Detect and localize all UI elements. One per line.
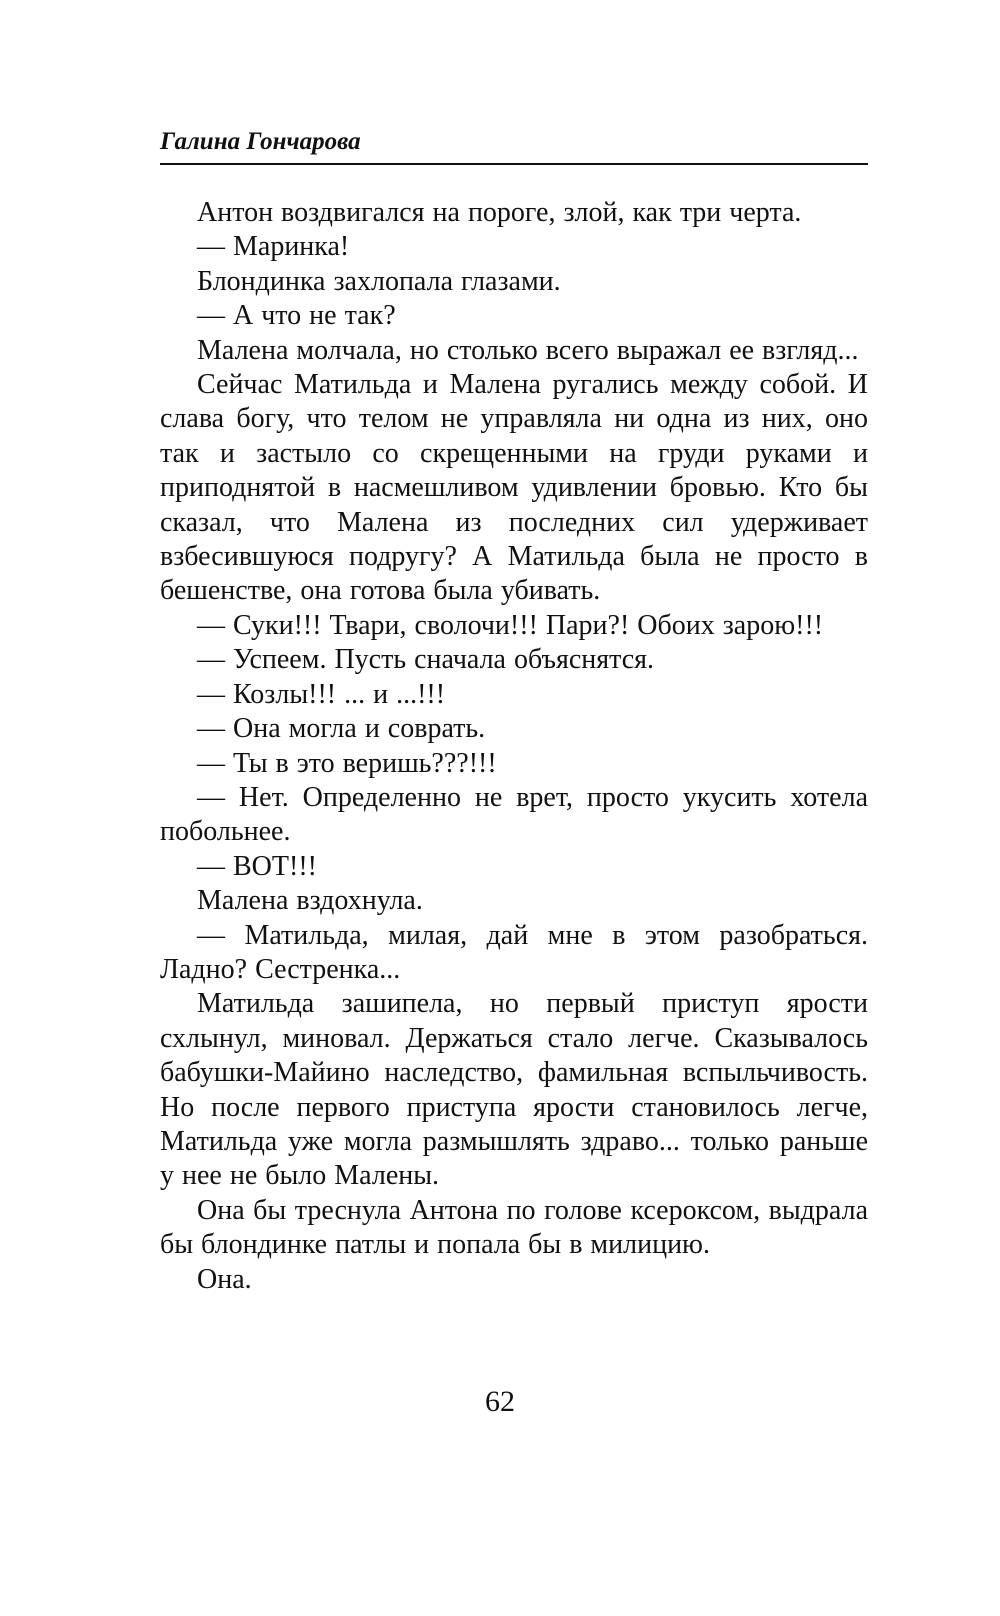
- header-rule: [160, 163, 868, 165]
- paragraph: — Маринка!: [197, 231, 350, 263]
- paragraph: Матильда зашипела, но первый приступ ярости схлынул, миновал. Держаться стало легче. Сказывалось бабушки-Майино наследство, фамильная вспыльчивость. Но после первого приступа ярости становилось легче, Матильда уже могла размышлять здраво... только раньше у нее не было Малены.: [160, 988, 868, 1192]
- paragraph: Она бы треснула Антона по голове ксероксом, выдрала бы блондинке патлы и попала бы в милицию.: [160, 1194, 868, 1261]
- paragraph: — Ты в это веришь???!!!: [197, 747, 497, 779]
- paragraph: Она.: [197, 1263, 252, 1295]
- paragraph: Малена молчала, но столько всего выражал ее взгляд...: [197, 334, 859, 366]
- paragraph: — Матильда, милая, дай мне в этом разобраться. Ладно? Сестренка...: [160, 919, 868, 985]
- paragraph: — Козлы!!! ... и ...!!!: [197, 678, 446, 710]
- paragraph: — Нет. Определенно не врет, просто укусить хотела побольнее.: [160, 781, 868, 848]
- paragraph: — Успеем. Пусть сначала объяснятся.: [197, 644, 655, 676]
- paragraph: — Суки!!! Твари, сволочи!!! Пари?! Обоих зарою!!!: [197, 609, 824, 641]
- paragraph: Сейчас Матильда и Малена ругались между собой. И слава богу, что телом не управляла ни одна из них, оно так и застыло со скрещенными на груди руками и приподнятой в насмешливом удивлении бровью. Кто бы сказал, что Малена из последних сил удерживает взбесившуюся подругу? А Матильда была не просто в бешенстве, она готова была убивать.: [160, 369, 868, 607]
- paragraph: Блондинка захлопала глазами.: [197, 265, 561, 297]
- page-number: 62: [485, 1385, 515, 1418]
- paragraph: — А что не так?: [197, 300, 396, 332]
- running-head-author: Галина Гончарова: [160, 128, 361, 155]
- paragraph: — Она могла и соврать.: [197, 713, 486, 745]
- paragraph: Малена вздохнула.: [197, 885, 423, 917]
- body-text: [160, 196, 868, 1297]
- paragraph: Антон воздвигался на пороге, злой, как три черта.: [197, 197, 802, 228]
- paragraph: — ВОТ!!!: [197, 850, 317, 882]
